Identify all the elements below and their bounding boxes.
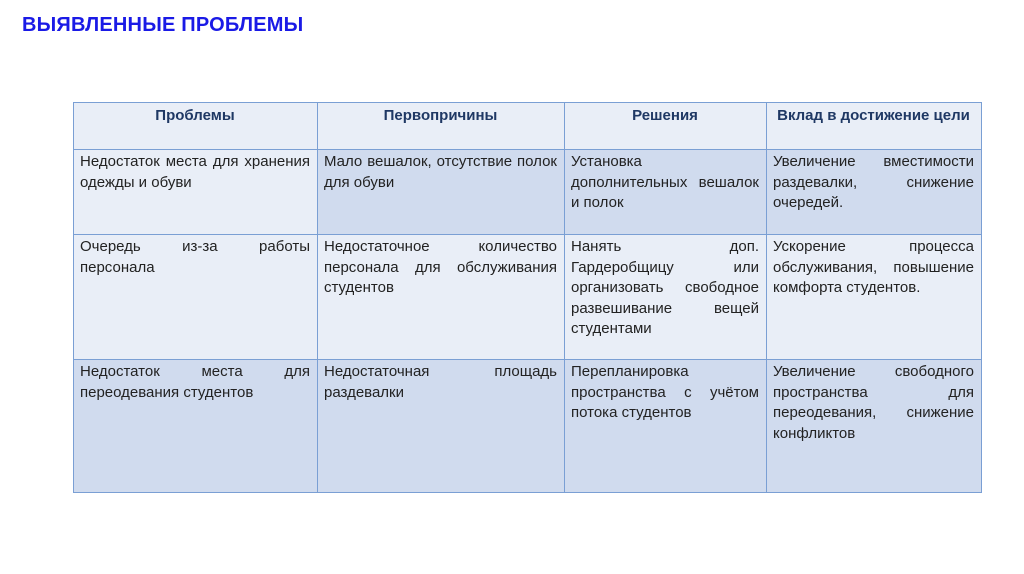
table-row [74, 360, 982, 493]
column-header-problems: Проблемы [74, 103, 318, 150]
cell-contribution: Увеличение вместимости раздевалки, снижение очередей. [767, 150, 982, 235]
cell-problem: Очередь из-за работы персонала [74, 235, 318, 360]
cell-contribution: Увеличение свободного пространства для переодевания, снижение конфликтов [767, 360, 982, 493]
problems-table-container [73, 102, 981, 484]
cell-cause: Недостаточное количество персонала для обслуживания студентов [318, 235, 565, 360]
cell-solution: Установка дополнительных вешалок и полок [565, 150, 767, 235]
cell-problem: Недостаток места для переодевания студентов [74, 360, 318, 493]
column-header-contribution: Вклад в достижение цели [767, 103, 982, 150]
cell-problem: Недостаток места для хранения одежды и обуви [74, 150, 318, 235]
table-row [74, 150, 982, 235]
page-title: ВЫЯВЛЕННЫЕ ПРОБЛЕМЫ [22, 14, 304, 36]
column-header-causes: Первопричины [318, 103, 565, 150]
table-header-row [74, 103, 982, 150]
cell-contribution: Ускорение процесса обслуживания, повышение комфорта студентов. [767, 235, 982, 360]
cell-solution: Перепланировка пространства с учётом потока студентов [565, 360, 767, 493]
cell-cause: Мало вешалок, отсутствие полок для обуви [318, 150, 565, 235]
table-row [74, 235, 982, 360]
cell-cause: Недостаточная площадь раздевалки [318, 360, 565, 493]
column-header-solutions: Решения [565, 103, 767, 150]
problems-table [73, 102, 982, 493]
cell-solution: Нанять доп. Гардеробщицу или организовать свободное развешивание вещей студентами [565, 235, 767, 360]
